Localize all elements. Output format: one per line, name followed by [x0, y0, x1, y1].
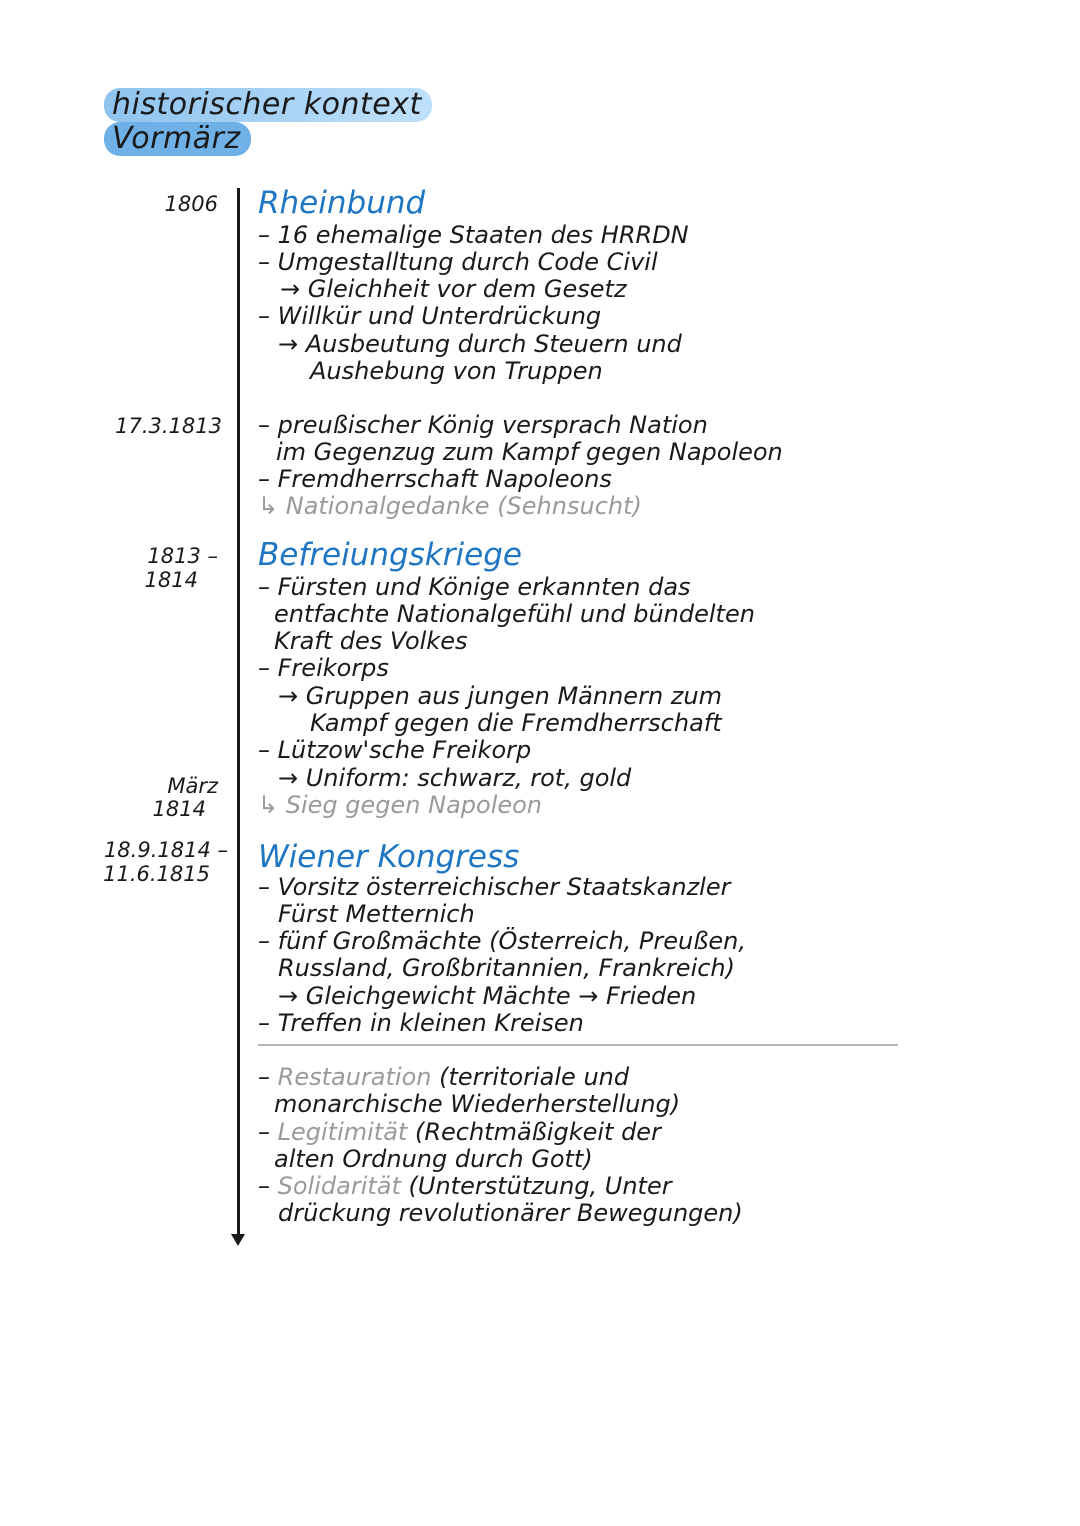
befreiung-line-7: – Lützow'sche Freikorp: [258, 736, 532, 764]
term-legitimitaet: Legitimität: [277, 1118, 408, 1146]
napoleon-line-1: – preußischer König versprach Nation: [258, 411, 708, 439]
term-restauration: Restauration: [277, 1063, 432, 1091]
date-1813-start: 1813 –: [147, 544, 218, 568]
solidaritaet-line-2: drückung revolutionärer Bewegungen): [278, 1199, 743, 1227]
befreiung-line-3: Kraft des Volkes: [274, 627, 468, 655]
date-wien-start: 18.9.1814 –: [103, 838, 228, 862]
befreiung-line-4: – Freikorps: [258, 654, 389, 682]
wien-line-6: – Treffen in kleinen Kreisen: [258, 1009, 584, 1037]
rheinbund-line-3: → Gleichheit vor dem Gesetz: [280, 275, 627, 303]
rheinbund-line-1: – 16 ehemalige Staaten des HRRDN: [258, 221, 689, 249]
page-title: historischer kontext: [104, 88, 432, 122]
befreiung-line-9: ↳ Sieg gegen Napoleon: [258, 791, 543, 819]
napoleon-line-2: im Gegenzug zum Kampf gegen Napoleon: [276, 438, 783, 466]
wien-line-3: – fünf Großmächte (Österreich, Preußen,: [258, 927, 746, 955]
solidaritaet-desc: (Unterstützung, Unter: [400, 1172, 672, 1200]
date-maerz-year: 1814: [152, 797, 206, 821]
date-maerz: März: [167, 774, 218, 798]
napoleon-line-4: ↳ Nationalgedanke (Sehnsucht): [258, 492, 642, 520]
restauration-line-2: monarchische Wiederherstellung): [274, 1090, 681, 1118]
heading-rheinbund: Rheinbund: [258, 185, 426, 221]
befreiung-line-6: Kampf gegen die Fremdherrschaft: [310, 709, 722, 737]
heading-wiener-kongress: Wiener Kongress: [258, 839, 520, 875]
befreiung-line-1: – Fürsten und Könige erkannten das: [258, 573, 691, 601]
wien-line-5: → Gleichgewicht Mächte → Frieden: [278, 982, 697, 1010]
legitimitaet-desc: (Rechtmäßigkeit der: [407, 1118, 661, 1146]
befreiung-line-5: → Gruppen aus jungen Männern zum: [278, 682, 722, 710]
term-solidaritaet: Solidarität: [277, 1172, 401, 1200]
timeline-axis: [237, 188, 240, 1236]
date-1814-end: 1814: [144, 568, 198, 592]
rheinbund-line-6: Aushebung von Truppen: [310, 357, 603, 385]
date-wien-end: 11.6.1815: [103, 862, 210, 886]
napoleon-line-3: – Fremdherrschaft Napoleons: [258, 465, 612, 493]
befreiung-line-2: entfachte Nationalgefühl und bündelten: [274, 600, 755, 628]
date-1806: 1806: [164, 192, 218, 216]
rheinbund-line-5: → Ausbeutung durch Steuern und: [278, 330, 682, 358]
page-subtitle: Vormärz: [104, 122, 251, 156]
principle-restauration: – Restauration (territoriale und: [258, 1063, 630, 1091]
rheinbund-line-4: – Willkür und Unterdrückung: [258, 302, 602, 330]
principle-solidaritaet: – Solidarität (Unterstützung, Unter: [258, 1172, 672, 1200]
wien-line-1: – Vorsitz österreichischer Staatskanzler: [258, 873, 731, 901]
timeline-arrow-icon: [231, 1234, 245, 1246]
legitimitaet-line-2: alten Ordnung durch Gott): [274, 1145, 593, 1173]
rheinbund-line-2: – Umgestalltung durch Code Civil: [258, 248, 658, 276]
befreiung-line-8: → Uniform: schwarz, rot, gold: [278, 764, 632, 792]
principle-legitimitaet: – Legitimität (Rechtmäßigkeit der: [258, 1118, 661, 1146]
heading-befreiungskriege: Befreiungskriege: [258, 537, 522, 573]
wien-line-4: Russland, Großbritannien, Frankreich): [278, 954, 736, 982]
restauration-desc: (territoriale und: [431, 1063, 630, 1091]
section-divider: [258, 1044, 898, 1046]
date-17-3-1813: 17.3.1813: [115, 414, 222, 438]
wien-line-2: Fürst Metternich: [278, 900, 475, 928]
